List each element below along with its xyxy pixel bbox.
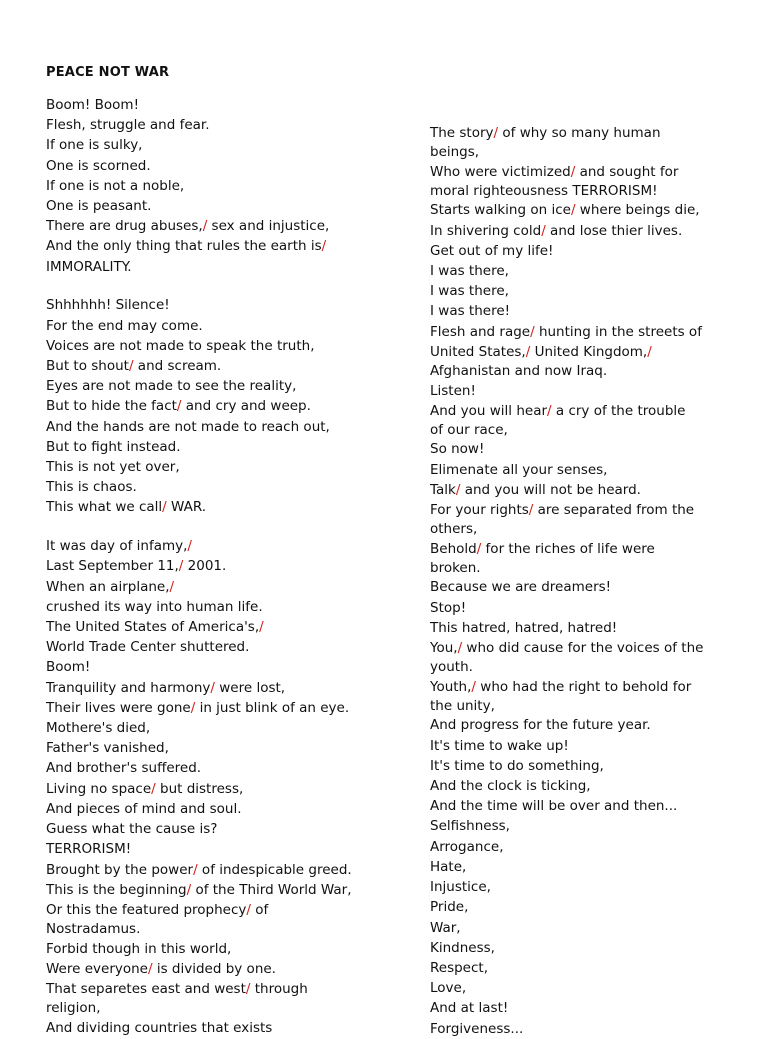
line-text: Nostradamus.	[46, 921, 141, 938]
poem-line	[46, 135, 386, 155]
line-break-slash: /	[259, 619, 264, 636]
line-text: 2001.	[183, 558, 227, 575]
poem-line	[430, 638, 770, 658]
line-text: others,	[430, 521, 478, 538]
line-text: If one is not a noble,	[46, 177, 185, 194]
line-text: And dividing countries that exists	[46, 1019, 273, 1036]
line-text: youth.	[430, 659, 473, 676]
line-text: For your rights	[430, 502, 529, 519]
poem-line	[46, 257, 386, 277]
poem-line	[430, 261, 770, 281]
line-break-slash: /	[193, 861, 198, 878]
line-break-slash: /	[525, 343, 531, 360]
line-break-slash: /	[246, 901, 251, 918]
poem-line	[46, 920, 386, 939]
line-text: broken.	[430, 559, 481, 576]
line-text: Last September 11,	[46, 558, 179, 575]
poem-line	[46, 758, 386, 778]
poem-line	[430, 221, 770, 241]
line-text: Mothere's died,	[46, 720, 151, 737]
line-text: So now!	[430, 441, 485, 458]
line-text: It's time to wake up!	[430, 737, 569, 754]
line-text: of indespicable greed.	[197, 861, 352, 878]
line-break-slash: /	[162, 499, 167, 516]
line-text: Forbid though in this world,	[46, 940, 232, 957]
poem-line	[46, 617, 386, 637]
poem-line	[46, 839, 386, 859]
poem-line	[430, 756, 770, 776]
line-text: War,	[430, 919, 461, 936]
line-text: of	[250, 901, 269, 918]
line-text: Voices are not made to speak the truth,	[46, 337, 315, 354]
line-text: and sought for	[575, 163, 679, 180]
poem-line	[430, 559, 770, 578]
poem-line	[46, 597, 386, 617]
line-text: of the Third World War,	[191, 881, 352, 898]
poem-line	[46, 1018, 386, 1038]
poem-line	[430, 736, 770, 756]
line-text: through	[250, 981, 308, 998]
poem-line	[430, 241, 770, 261]
line-text: This is not yet over,	[46, 459, 180, 476]
line-break-slash: /	[455, 481, 461, 498]
line-text: Shhhhhh! Silence!	[46, 297, 170, 314]
line-text: But to hide the fact	[46, 398, 177, 415]
line-text: Eyes are not made to see the reality,	[46, 378, 297, 395]
poem-line	[46, 556, 386, 576]
poem-line	[430, 658, 770, 677]
line-break-slash: /	[202, 218, 208, 235]
line-break-slash: /	[457, 640, 463, 657]
poem-line	[46, 457, 386, 477]
line-text: United States,	[430, 343, 526, 360]
poem-line	[430, 897, 770, 917]
line-text: TERRORISM!	[46, 841, 132, 858]
poem-line	[430, 162, 770, 182]
poem-line	[46, 880, 386, 900]
poem-line	[46, 637, 386, 657]
line-text: Flesh and rage	[430, 323, 531, 340]
line-text: Were everyone	[46, 960, 148, 977]
line-break-slash: /	[190, 699, 196, 716]
poem-line	[430, 776, 770, 796]
poem-title: PEACE NOT WAR	[46, 65, 170, 80]
poem-line	[430, 837, 770, 857]
poem-line	[430, 877, 770, 897]
line-text: You,	[430, 640, 458, 657]
line-text: I was there,	[430, 263, 509, 280]
line-text: a cry of the trouble	[551, 402, 686, 419]
poem-line	[430, 618, 770, 638]
poem-line	[46, 959, 386, 979]
poem-line	[46, 657, 386, 677]
line-text: Boom! Boom!	[46, 97, 139, 113]
line-break-slash: /	[570, 202, 576, 219]
poem-line	[46, 738, 386, 758]
poem-line	[430, 998, 770, 1018]
poem-line	[46, 216, 386, 236]
poem-column-left	[46, 95, 386, 1038]
line-text: This hatred, hatred, hatred!	[430, 619, 618, 636]
line-text: Pride,	[430, 899, 469, 916]
poem-line	[46, 196, 386, 216]
line-break-slash: /	[147, 960, 153, 977]
poem-line	[46, 779, 386, 799]
line-break-slash: /	[530, 323, 535, 340]
line-text: Love,	[430, 980, 467, 997]
poem-line	[430, 978, 770, 998]
line-break-slash: /	[186, 881, 192, 898]
stanza-gap	[46, 518, 386, 537]
poem-line	[46, 477, 386, 497]
line-break-slash: /	[210, 679, 215, 696]
poem-line	[46, 718, 386, 738]
poem-line	[430, 697, 770, 716]
line-text: of our race,	[430, 421, 508, 438]
line-text: Elimenate all your senses,	[430, 461, 608, 478]
line-text: United Kingdom,	[530, 343, 648, 360]
poem-line	[46, 979, 386, 999]
line-text: beings,	[430, 144, 480, 161]
line-text: moral righteousness TERRORISM!	[430, 182, 658, 199]
line-break-slash: /	[178, 558, 184, 575]
poem-line	[46, 336, 386, 356]
line-text: the unity,	[430, 697, 495, 714]
poem-line	[46, 236, 386, 256]
poem-line	[430, 381, 770, 401]
line-text: Father's vanished,	[46, 740, 169, 757]
line-text: Tranquility and harmony	[46, 679, 211, 696]
line-text: Stop!	[430, 599, 467, 616]
poem-line	[46, 900, 386, 920]
line-text: And at last!	[430, 1000, 509, 1017]
poem-line	[430, 123, 770, 143]
line-text: But to shout	[46, 358, 129, 375]
line-text: Listen!	[430, 382, 476, 399]
line-break-slash: /	[245, 981, 251, 998]
line-text: Flesh, struggle and fear.	[46, 117, 210, 134]
line-text: who did cause for the voices of the	[462, 640, 704, 657]
line-text: Respect,	[430, 959, 488, 976]
line-text: Living no space	[46, 780, 152, 797]
line-text: Youth,	[430, 678, 472, 695]
line-break-slash: /	[321, 238, 327, 255]
poem-line	[430, 598, 770, 618]
poem-line	[430, 200, 770, 220]
poem-line	[430, 577, 770, 597]
poem-line	[430, 322, 770, 342]
line-break-slash: /	[570, 163, 576, 180]
poem-line	[46, 536, 386, 556]
line-text: Boom!	[46, 659, 91, 676]
line-text: is divided by one.	[152, 960, 276, 977]
poem-line	[430, 182, 770, 201]
poem-line	[430, 362, 770, 381]
poem-line	[430, 1019, 770, 1039]
line-text: It was day of infamy,	[46, 538, 188, 555]
line-text: but distress,	[155, 780, 244, 797]
line-break-slash: /	[128, 358, 134, 375]
line-text: hunting in the streets of	[534, 323, 702, 340]
line-text: Kindness,	[430, 939, 495, 956]
line-text: And brother's suffered.	[46, 760, 202, 777]
line-text: And pieces of mind and soul.	[46, 800, 242, 817]
poem-line	[430, 460, 770, 480]
line-text: And you will hear	[430, 402, 548, 419]
poem-line	[430, 401, 770, 421]
poem-line	[46, 396, 386, 416]
poem-line	[430, 677, 770, 697]
line-text: crushed its way into human life.	[46, 598, 263, 615]
line-text: WAR.	[166, 499, 207, 516]
line-text: Hate,	[430, 858, 467, 875]
poem-line	[430, 715, 770, 735]
line-text: and you will not be heard.	[460, 481, 641, 498]
poem-line	[430, 480, 770, 500]
line-text: One is scorned.	[46, 157, 151, 174]
line-text: When an airplane,	[46, 578, 170, 595]
poem-line	[46, 860, 386, 880]
line-text: Selfishness,	[430, 818, 510, 835]
line-text: And the time will be over and then...	[430, 798, 678, 815]
line-text: I was there,	[430, 283, 509, 300]
line-text: Because we are dreamers!	[430, 579, 612, 596]
poem-line	[430, 816, 770, 836]
poem-line	[430, 857, 770, 877]
poem-line	[46, 156, 386, 176]
line-text: But to fight instead.	[46, 438, 181, 455]
line-break-slash: /	[176, 398, 182, 415]
poem-line	[46, 376, 386, 396]
line-break-slash: /	[647, 343, 652, 360]
line-text: And the clock is ticking,	[430, 778, 591, 795]
line-text: And the hands are not made to reach out,	[46, 418, 330, 435]
line-break-slash: /	[169, 578, 175, 595]
line-text: Injustice,	[430, 879, 491, 896]
line-text: It's time to do something,	[430, 757, 604, 774]
line-break-slash: /	[151, 780, 156, 797]
line-text: And progress for the future year.	[430, 717, 651, 734]
line-text: and scream.	[133, 358, 222, 375]
line-text: In shivering cold	[430, 222, 542, 239]
line-text: One is peasant.	[46, 198, 152, 215]
poem-line	[430, 281, 770, 301]
poem-line	[430, 421, 770, 440]
line-text: This is the beginning	[46, 881, 187, 898]
line-text: Or this the featured prophecy	[46, 901, 247, 918]
line-text: in just blink of an eye.	[195, 699, 350, 716]
line-text: Guess what the cause is?	[46, 821, 218, 838]
line-text: religion,	[46, 1000, 101, 1017]
poem-line	[430, 796, 770, 816]
line-text: sex and injustice,	[207, 218, 330, 235]
line-break-slash: /	[471, 678, 476, 695]
poem-line	[430, 342, 770, 362]
line-text: Brought by the power	[46, 861, 194, 878]
line-text: Arrogance,	[430, 838, 504, 855]
line-text: This is chaos.	[46, 479, 137, 496]
line-text: Starts walking on ice	[430, 202, 571, 219]
line-text: And the only thing that rules the earth is	[46, 238, 322, 255]
line-text: This what we call	[46, 499, 163, 516]
line-break-slash: /	[541, 222, 546, 239]
line-text: were lost,	[214, 679, 286, 696]
line-text: Get out of my life!	[430, 242, 554, 259]
line-text: The story	[430, 125, 494, 141]
poem-line	[430, 958, 770, 978]
line-break-slash: /	[493, 125, 499, 141]
poem-line	[46, 799, 386, 819]
line-break-slash: /	[476, 540, 482, 557]
line-text: For the end may come.	[46, 317, 203, 334]
poem-line	[430, 918, 770, 938]
poem-line	[430, 938, 770, 958]
line-text: World Trade Center shuttered.	[46, 639, 250, 656]
poem-line	[46, 437, 386, 457]
poem-line	[46, 999, 386, 1018]
line-break-slash: /	[547, 402, 552, 419]
line-text: Their lives were gone	[46, 699, 191, 716]
line-break-slash: /	[528, 502, 534, 519]
poem-line	[46, 417, 386, 437]
poem-line	[46, 577, 386, 597]
poem-line	[46, 95, 386, 115]
line-text: There are drug abuses,	[46, 218, 203, 235]
poem-line	[46, 356, 386, 376]
poem-line	[46, 295, 386, 315]
poem-column-right	[430, 123, 770, 1039]
line-text: If one is sulky,	[46, 137, 143, 154]
line-text: of why so many human	[498, 125, 661, 141]
poem-line	[46, 115, 386, 135]
line-text: Afghanistan and now Iraq.	[430, 363, 608, 380]
poem-line	[430, 500, 770, 520]
line-text: Behold	[430, 540, 477, 557]
poem-line	[430, 301, 770, 321]
poem-line	[46, 678, 386, 698]
poem-line	[46, 176, 386, 196]
poem-line	[430, 439, 770, 459]
line-text: I was there!	[430, 303, 511, 320]
line-text: The United States of America's,	[46, 619, 260, 636]
poem-line	[430, 143, 770, 162]
poem-line	[46, 316, 386, 336]
line-break-slash: /	[187, 538, 192, 555]
poem-line	[46, 819, 386, 839]
stanza-gap	[46, 277, 386, 296]
line-text: IMMORALITY.	[46, 258, 132, 275]
poem-line	[46, 497, 386, 517]
line-text: Who were victimized	[430, 163, 571, 180]
line-text: and cry and weep.	[181, 398, 311, 415]
poem-line	[46, 939, 386, 959]
line-text: Forgiveness...	[430, 1020, 524, 1037]
poem-line	[46, 698, 386, 718]
line-text: Talk	[430, 481, 456, 498]
line-text: That separetes east and west	[46, 981, 246, 998]
line-text: for the riches of life were	[481, 540, 655, 557]
line-text: who had the right to behold for	[475, 678, 692, 695]
line-text: are separated from the	[533, 502, 695, 519]
poem-line	[430, 539, 770, 559]
line-text: where beings die,	[575, 202, 700, 219]
poem-line	[430, 520, 770, 539]
line-text: and lose thier lives.	[545, 222, 683, 239]
